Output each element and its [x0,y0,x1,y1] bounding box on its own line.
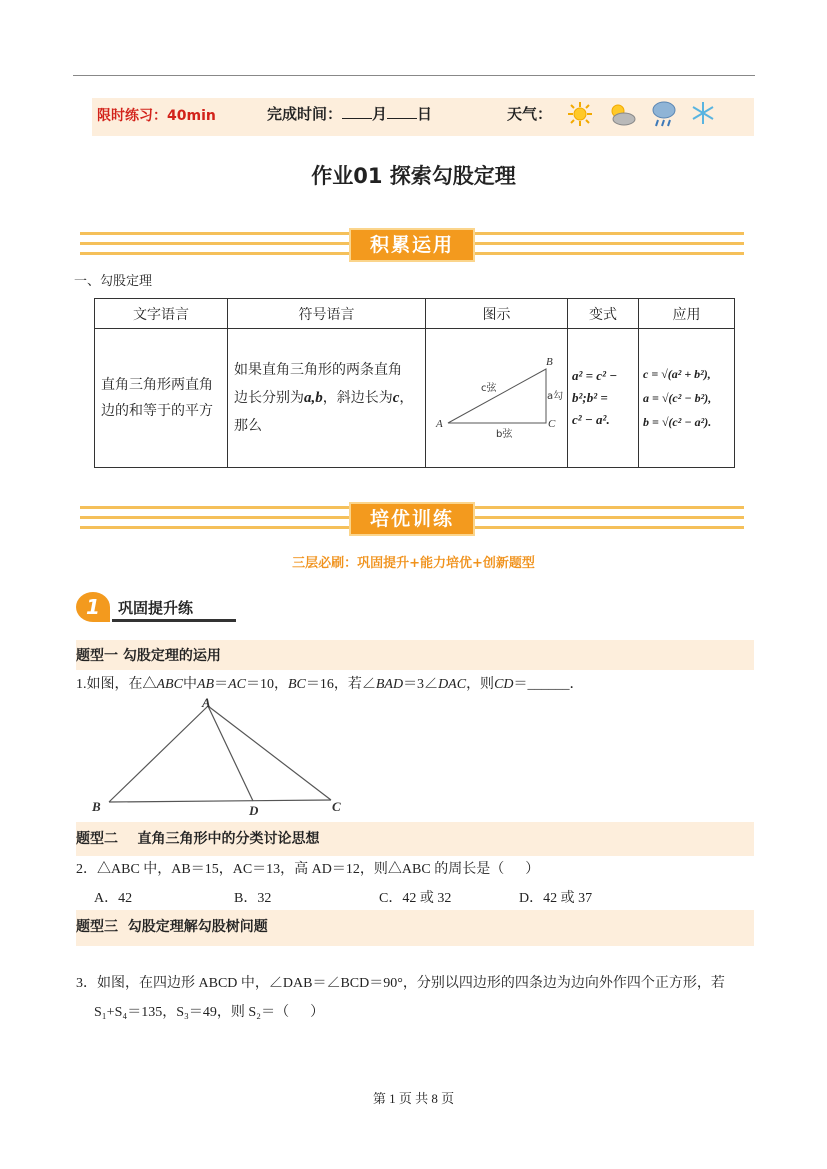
option-c[interactable]: C．42 或 32 [379,891,452,906]
q1-text: ＝16，若∠ [305,677,376,692]
q1-var: DAC [438,677,467,692]
finish-time-label [267,103,432,124]
symbol-line3: 那么 [234,418,262,434]
application-cell [639,329,735,468]
fig-vertex-b: B [92,799,101,814]
hyp-label: c弦 [481,383,497,394]
q1-text: ＝3∠ [403,677,439,692]
symbol-c: c [392,390,400,406]
application-line: b = √(c² − a²). [643,415,712,429]
diagram-cell [426,329,568,468]
q1-var: AB [196,677,215,692]
day-blank[interactable] [387,118,417,119]
table-header: 符号语言 [228,299,426,329]
symbol-vars: a,b [304,390,323,406]
application-line: c = √(a² + b²), [643,367,711,381]
weather-label: 天气： [507,105,553,123]
cloudy-icon [606,100,638,128]
symbol-line2 [234,384,419,412]
fig-vertex-a: A [202,696,211,710]
q1-text: ，则 [466,677,495,692]
symbol-line1: 如果直角三角形的两条直角 [234,362,402,378]
page-footer: 第 1 页 共 8 页 [372,1091,455,1106]
question-3-line1: 3．如图，在四边形 ABCD 中，∠DAB＝∠BCD＝90°，分别以四边形的四条边为边向外作四个正方形，若 [76,976,725,991]
table-header: 图示 [426,299,568,329]
q1-var: AC [228,677,246,692]
q1-triangle-figure [88,696,358,820]
q1-var: CD [494,677,514,692]
question-type-3: 题型三 勾股定理解勾股树问题 [76,919,268,935]
q1-text: ＝ [214,677,229,692]
q1-var: BC [287,677,306,692]
table-header: 变式 [568,299,639,329]
q1-var: BAD [375,677,404,692]
option-d[interactable]: D．42 或 37 [519,891,593,906]
variant-cell [568,329,639,468]
table-header: 文字语言 [95,299,228,329]
month-unit: 月 [372,105,388,123]
section-heading: 一、勾股定理 [74,274,153,289]
level1-badge: 1 [76,592,110,622]
day-unit: 日 [417,105,433,123]
vert-label: a勾 [547,391,564,402]
q1-text: 中 [182,677,197,692]
vertex-a: A [436,418,443,430]
vertex-c: C [548,418,556,430]
q1-var: ABC [156,677,183,692]
sun-icon [566,100,594,128]
three-levels-text: 三层必刷：巩固提升+能力培优+创新题型 [292,556,535,571]
application-line: a = √(c² − b²), [643,391,712,405]
option-a[interactable]: A．42 [94,891,133,906]
question-type-1: 题型一 勾股定理的运用 [76,648,221,664]
question-3-line2: S₁+S₄＝135，S₃＝49，则 S₂＝（ ） [94,1005,325,1020]
finish-time-text: 完成时间： [267,105,343,123]
vertex-b: B [546,356,553,368]
question-1 [76,673,584,693]
top-rule [73,75,755,76]
level1-title: 巩固提升练 [118,599,194,617]
snow-icon [690,100,716,126]
variant-line: c² − a². [572,412,610,427]
fig-vertex-c: C [332,799,341,814]
symbol-comma: ， [399,390,414,406]
level1-underline [112,619,236,622]
table-header: 应用 [639,299,735,329]
symbol-text: 边长分别为 [234,390,304,406]
level1-header [76,592,236,624]
page-title: 作业01 探索勾股定理 [311,164,516,188]
option-b[interactable]: B．32 [234,891,272,906]
month-blank[interactable] [342,118,372,119]
q1-text: ＝10， [245,677,288,692]
right-triangle-diagram [426,329,567,467]
q1-answer-blank[interactable]: ＝______． [513,677,584,692]
knowledge-table [94,298,735,468]
question-type-2: 题型二 直角三角形中的分类讨论思想 [76,831,320,847]
fig-vertex-d: D [249,803,259,818]
q1-text: 1.如图，在△ [76,677,157,692]
symbol-text: ，斜边长为 [322,390,393,406]
rain-icon [650,99,678,129]
symbol-language-cell [228,329,426,468]
section-banner-accumulate: 积累运用 [349,228,475,262]
text-language-cell [95,329,228,468]
text-language: 直角三角形两直角边的和等于的平方 [101,377,213,419]
base-label: b弦 [496,429,513,440]
variant-line: a² = c² − [572,368,618,383]
variant-line: b²;b² = [572,390,608,405]
time-limit: 限时练习：40min [97,108,216,124]
question-2: 2．△ABC 中，AB＝15，AC＝13，高 AD＝12，则△ABC 的周长是（ ） [76,862,540,877]
section-banner-training: 培优训练 [349,502,475,536]
